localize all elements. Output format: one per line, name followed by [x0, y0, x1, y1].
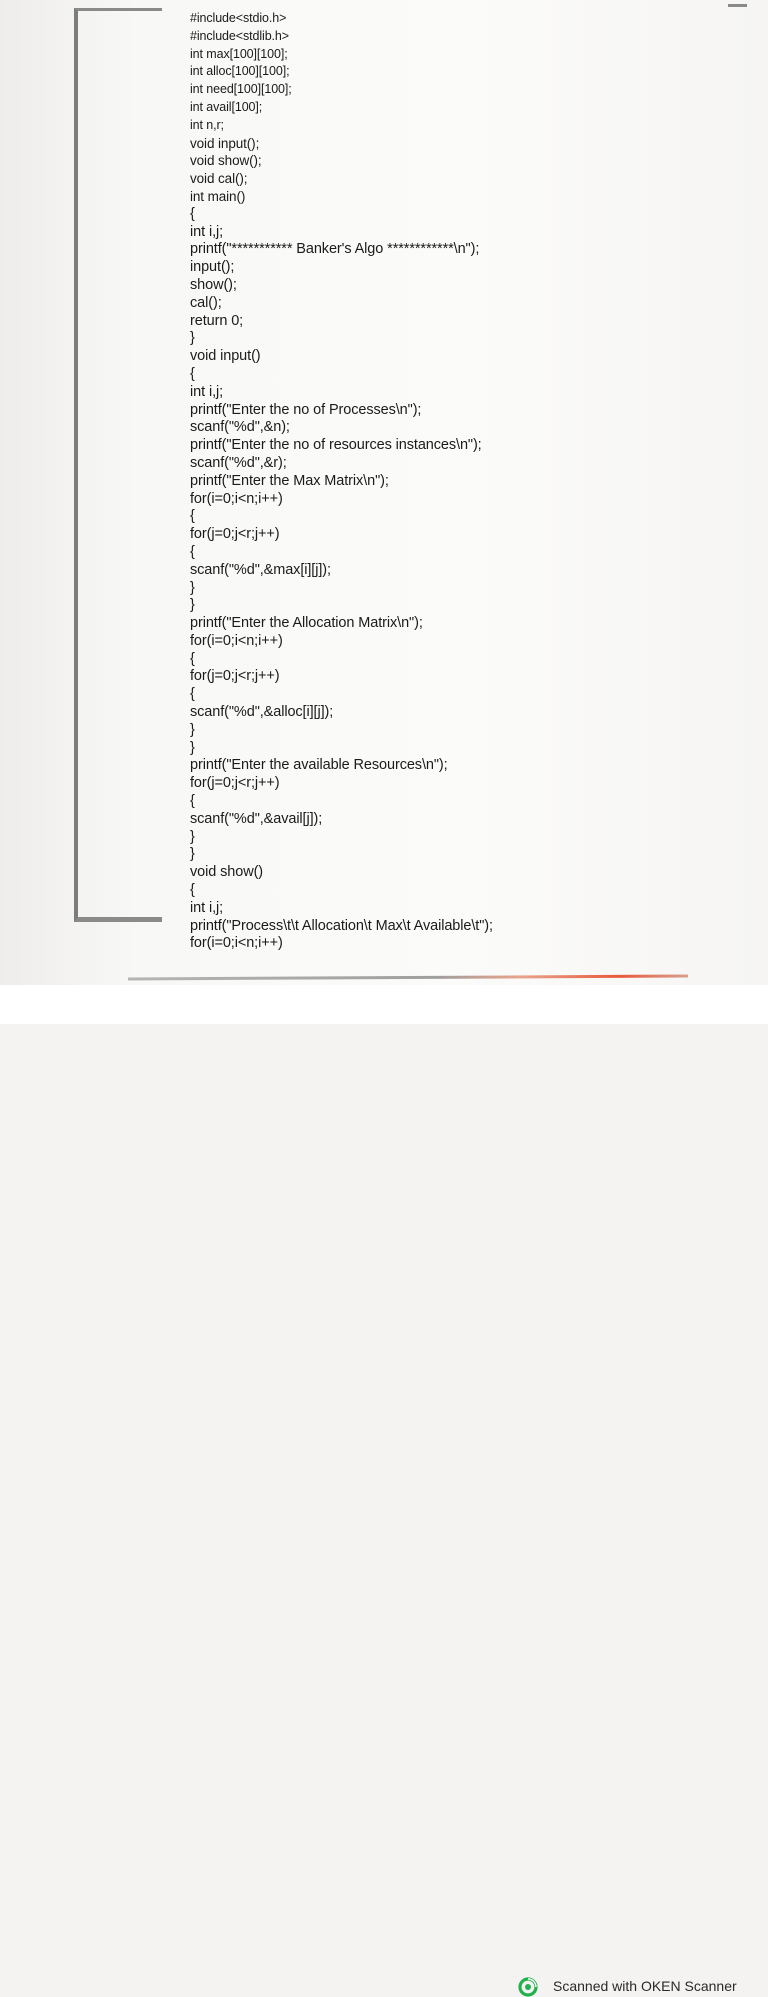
margin-bracket [74, 8, 162, 922]
code-line: int need[100][100]; [190, 82, 292, 97]
code-line: int i,j; [190, 383, 224, 400]
scanner-watermark-text: Scanned with OKEN Scanner [553, 1978, 737, 1994]
code-line: for(i=0;i<n;i++) [190, 632, 283, 649]
code-line: int n,r; [190, 117, 224, 132]
code-line: } [190, 828, 195, 845]
code-line: } [190, 739, 195, 756]
code-line: scanf("%d",&max[i][j]); [190, 561, 331, 578]
code-line: for(j=0;j<r;j++) [190, 775, 280, 792]
code-line: for(i=0;i<n;i++) [190, 490, 283, 507]
code-line: } [190, 721, 195, 738]
code-line: int avail[100]; [190, 99, 263, 114]
code-line: { [190, 882, 195, 899]
scanned-page [0, 0, 768, 985]
code-line: int i,j; [190, 899, 224, 916]
code-line: } [190, 597, 195, 614]
code-line: printf("Enter the available Resources\n"); [190, 757, 448, 774]
code-line: for(i=0;i<n;i++) [190, 935, 283, 952]
code-line: int max[100][100]; [190, 46, 288, 61]
code-line: scanf("%d",&alloc[i][j]); [190, 704, 334, 721]
code-line: show(); [190, 276, 237, 293]
code-line: { [190, 205, 195, 222]
oken-scanner-logo-icon [518, 1977, 538, 1997]
code-line: } [190, 846, 195, 863]
scanner-footer [0, 985, 768, 1994]
code-line: int main() [190, 188, 246, 204]
code-line: printf("Enter the no of resources instances\n"); [190, 437, 482, 454]
code-line: void show() [190, 864, 264, 881]
code-line: cal(); [190, 294, 222, 311]
corner-mark [728, 4, 747, 7]
code-line: printf("Enter the no of Processes\n"); [190, 401, 422, 418]
code-line: printf("Enter the Max Matrix\n"); [190, 472, 389, 489]
code-line: } [190, 330, 195, 347]
code-line: void show(); [190, 153, 262, 169]
code-line: input(); [190, 259, 235, 276]
code-line: printf("*********** Banker's Algo ************\n"); [190, 241, 480, 258]
code-line: for(j=0;j<r;j++) [190, 668, 280, 685]
code-line: { [190, 793, 195, 810]
code-line: void input() [190, 348, 261, 365]
code-line: #include<stdlib.h> [190, 28, 289, 43]
code-line: #include<stdio.h> [190, 11, 287, 25]
code-line: scanf("%d",&n); [190, 419, 290, 436]
code-line: return 0; [190, 312, 244, 329]
code-line: scanf("%d",&avail[j]); [190, 810, 323, 827]
code-line: void cal(); [190, 171, 248, 187]
code-line: for(j=0;j<r;j++) [190, 526, 280, 543]
code-line: printf("Enter the Allocation Matrix\n"); [190, 615, 423, 632]
code-line: int alloc[100][100]; [190, 64, 290, 79]
code-line: { [190, 543, 195, 560]
code-line: { [190, 650, 195, 667]
code-line: int i,j; [190, 223, 224, 240]
page-bottom-edge [128, 975, 688, 981]
code-line: { [190, 365, 195, 382]
code-line: { [190, 686, 195, 703]
code-line: } [190, 579, 195, 596]
code-line: printf("Process\t\t Allocation\t Max\t Available\t"); [190, 917, 493, 934]
code-listing [190, 10, 750, 953]
code-line: { [190, 508, 195, 525]
code-line: scanf("%d",&r); [190, 454, 287, 471]
code-line: void input(); [190, 135, 260, 151]
